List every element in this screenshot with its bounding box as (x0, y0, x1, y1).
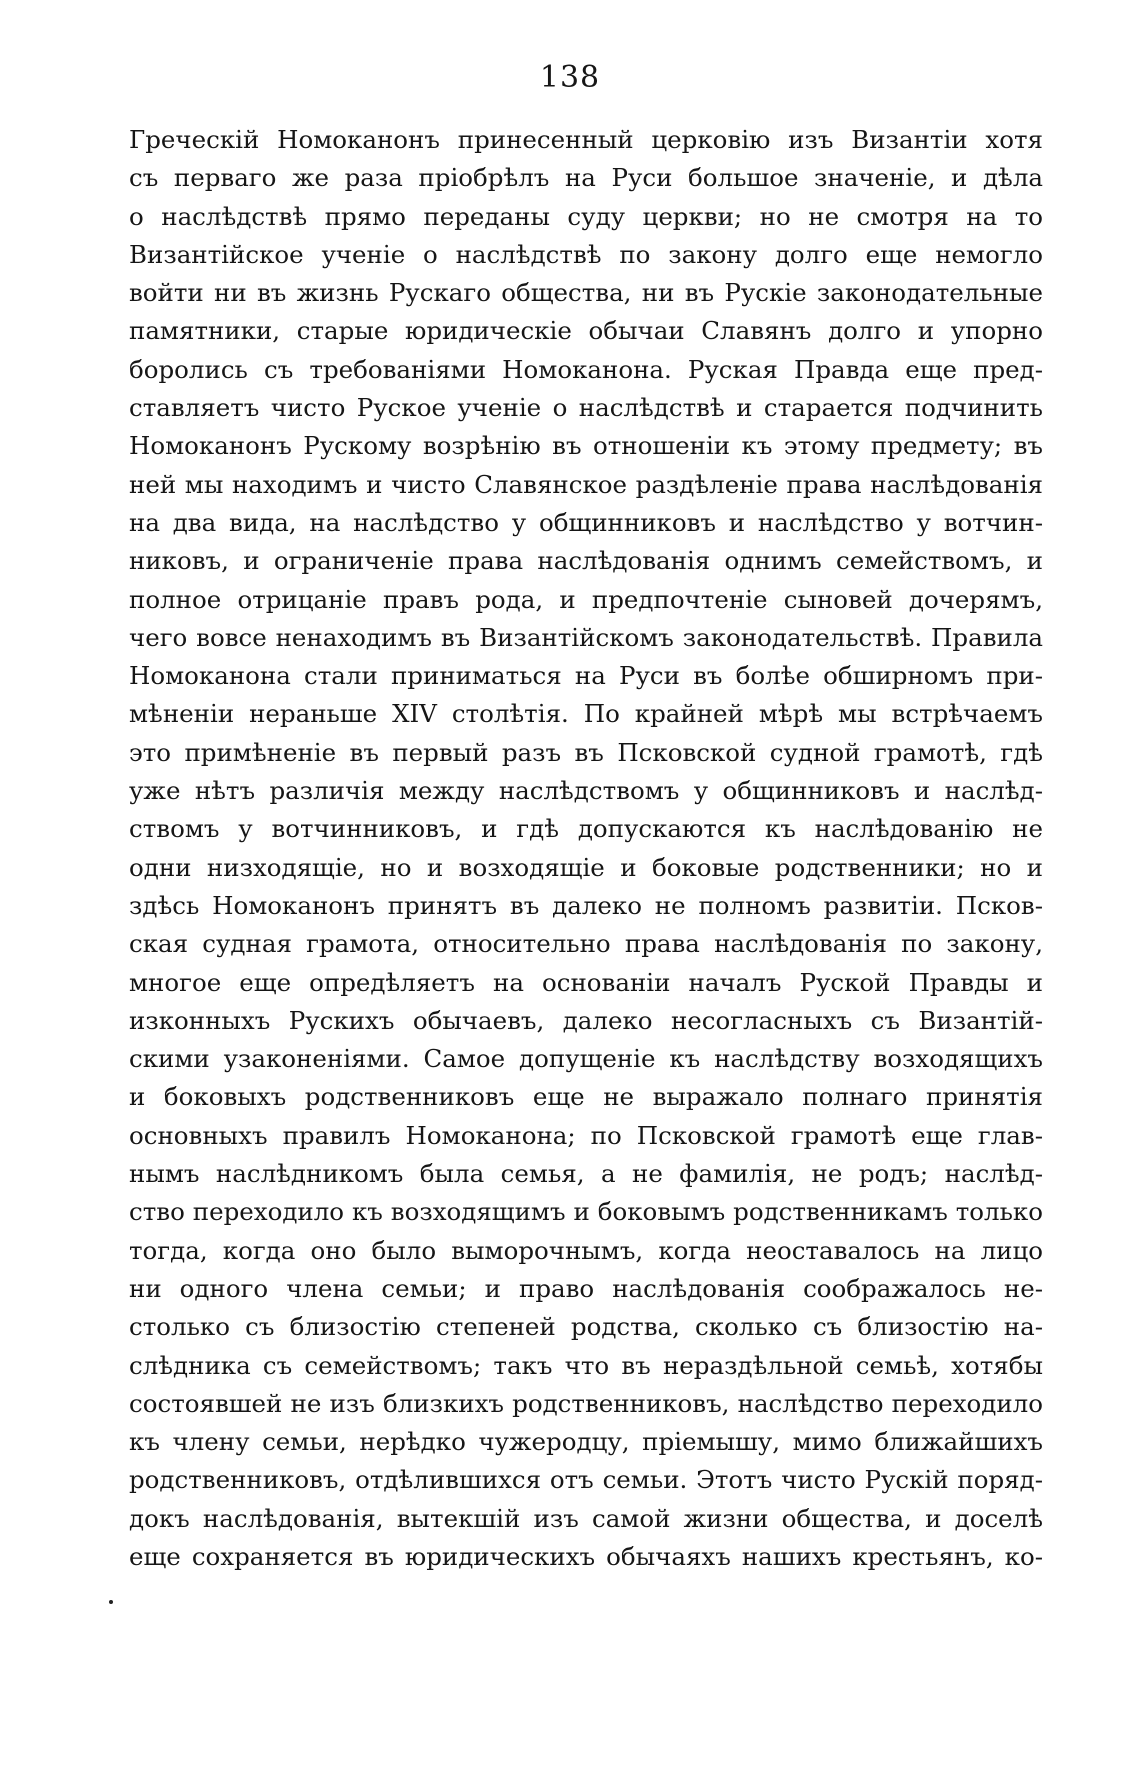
text-line: мѣненіи нераньше XIV столѣтія. По крайней мѣрѣ мы встрѣчаемъ (129, 699, 1043, 729)
page-number: 138 (539, 60, 601, 95)
text-line: Номоканона стали приниматься на Руси въ болѣе обширномъ при- (129, 661, 1043, 691)
text-line: здѣсь Номоканонъ принятъ въ далеко не полномъ развитіи. Псков- (129, 890, 1043, 920)
text-line: и боковыхъ родственниковъ еще не выражало полнаго принятія (129, 1082, 1043, 1112)
text-line: еще сохраняется въ юридическихъ обычаяхъ нашихъ крестьянъ, ко- (129, 1541, 1043, 1571)
text-line: Греческій Номоканонъ принесенный церковію изъ Византіи хотя (129, 125, 1043, 154)
text-line: ней мы находимъ и чисто Славянское раздѣленіе права наслѣдованія (129, 469, 1043, 499)
text-line: полное отрицаніе правъ рода, и предпочтеніе сыновей дочерямъ, (129, 584, 1043, 614)
text-line: ставляетъ чисто Руское ученіе о наслѣдствѣ и старается подчинить (129, 393, 1043, 423)
text-line: слѣдника съ семействомъ; такъ что въ нераздѣльной семьѣ, хотябы (129, 1350, 1043, 1380)
text-line: тогда, когда оно было выморочнымъ, когда неоставалось на лицо (129, 1235, 1043, 1265)
ink-speck (109, 1600, 113, 1604)
text-line: къ члену семьи, нерѣдко чужеродцу, пріемышу, мимо ближайшихъ (129, 1427, 1043, 1457)
text-line: это примѣненіе въ первый разъ въ Псковской судной грамотѣ, гдѣ (129, 737, 1043, 767)
text-line: уже нѣтъ различія между наслѣдствомъ у общинниковъ и наслѣд- (129, 776, 1043, 806)
text-line: о наслѣдствѣ прямо переданы суду церкви; но не смотря на то (129, 201, 1043, 231)
text-line: ни одного члена семьи; и право наслѣдованія соображалось не- (129, 1273, 1043, 1303)
text-line: родственниковъ, отдѣлившихся отъ семьи. Этотъ чисто Рускій поряд- (129, 1465, 1043, 1495)
text-line: столько съ близостію степеней родства, сколько съ близостію на- (129, 1312, 1043, 1342)
text-line: основныхъ правилъ Номоканона; по Псковской грамотѣ еще глав- (129, 1120, 1043, 1150)
text-line: памятники, старые юридическіе обычаи Славянъ долго и упорно (129, 316, 1043, 346)
text-line: Номоканонъ Рускому возрѣнію въ отношеніи къ этому предмету; въ (129, 431, 1043, 461)
text-line: многое еще опредѣляетъ на основаніи началъ Руской Правды и (129, 967, 1043, 997)
text-line: нымъ наслѣдникомъ была семья, а не фамилія, не родъ; наслѣд- (129, 1159, 1043, 1189)
text-line: ствомъ у вотчинниковъ, и гдѣ допускаются къ наслѣдованію не (129, 814, 1043, 844)
text-line: съ перваго же раза пріобрѣлъ на Руси большое значеніе, и дѣла (129, 163, 1043, 193)
text-line: одни низходящіе, но и возходящіе и боковые родственники; но и (129, 852, 1043, 882)
text-line: войти ни въ жизнь Рускаго общества, ни въ Рускіе законодательные (129, 278, 1043, 308)
text-line: докъ наслѣдованія, вытекшій изъ самой жизни общества, и доселѣ (129, 1503, 1043, 1533)
body-text (129, 121, 1043, 1576)
text-line: Византійское ученіе о наслѣдствѣ по закону долго еще немогло (129, 239, 1043, 269)
text-line: состоявшей не изъ близкихъ родственниковъ, наслѣдство переходило (129, 1388, 1043, 1418)
text-line: никовъ, и ограниченіе права наслѣдованія однимъ семействомъ, и (129, 546, 1043, 576)
text-line: чего вовсе ненаходимъ въ Византійскомъ законодательствѣ. Правила (129, 622, 1043, 652)
text-line: ство переходило къ возходящимъ и боковымъ родственникамъ только (129, 1197, 1043, 1227)
text-line: изконныхъ Рускихъ обычаевъ, далеко несогласныхъ съ Византій- (129, 1005, 1043, 1035)
text-line: скими узаконеніями. Самое допущеніе къ наслѣдству возходящихъ (129, 1044, 1043, 1074)
text-line: на два вида, на наслѣдство у общинниковъ и наслѣдство у вотчин- (129, 507, 1043, 537)
text-line: боролись съ требованіями Номоканона. Руская Правда еще пред- (129, 354, 1043, 384)
text-line: ская судная грамота, относительно права наслѣдованія по закону, (129, 929, 1043, 959)
